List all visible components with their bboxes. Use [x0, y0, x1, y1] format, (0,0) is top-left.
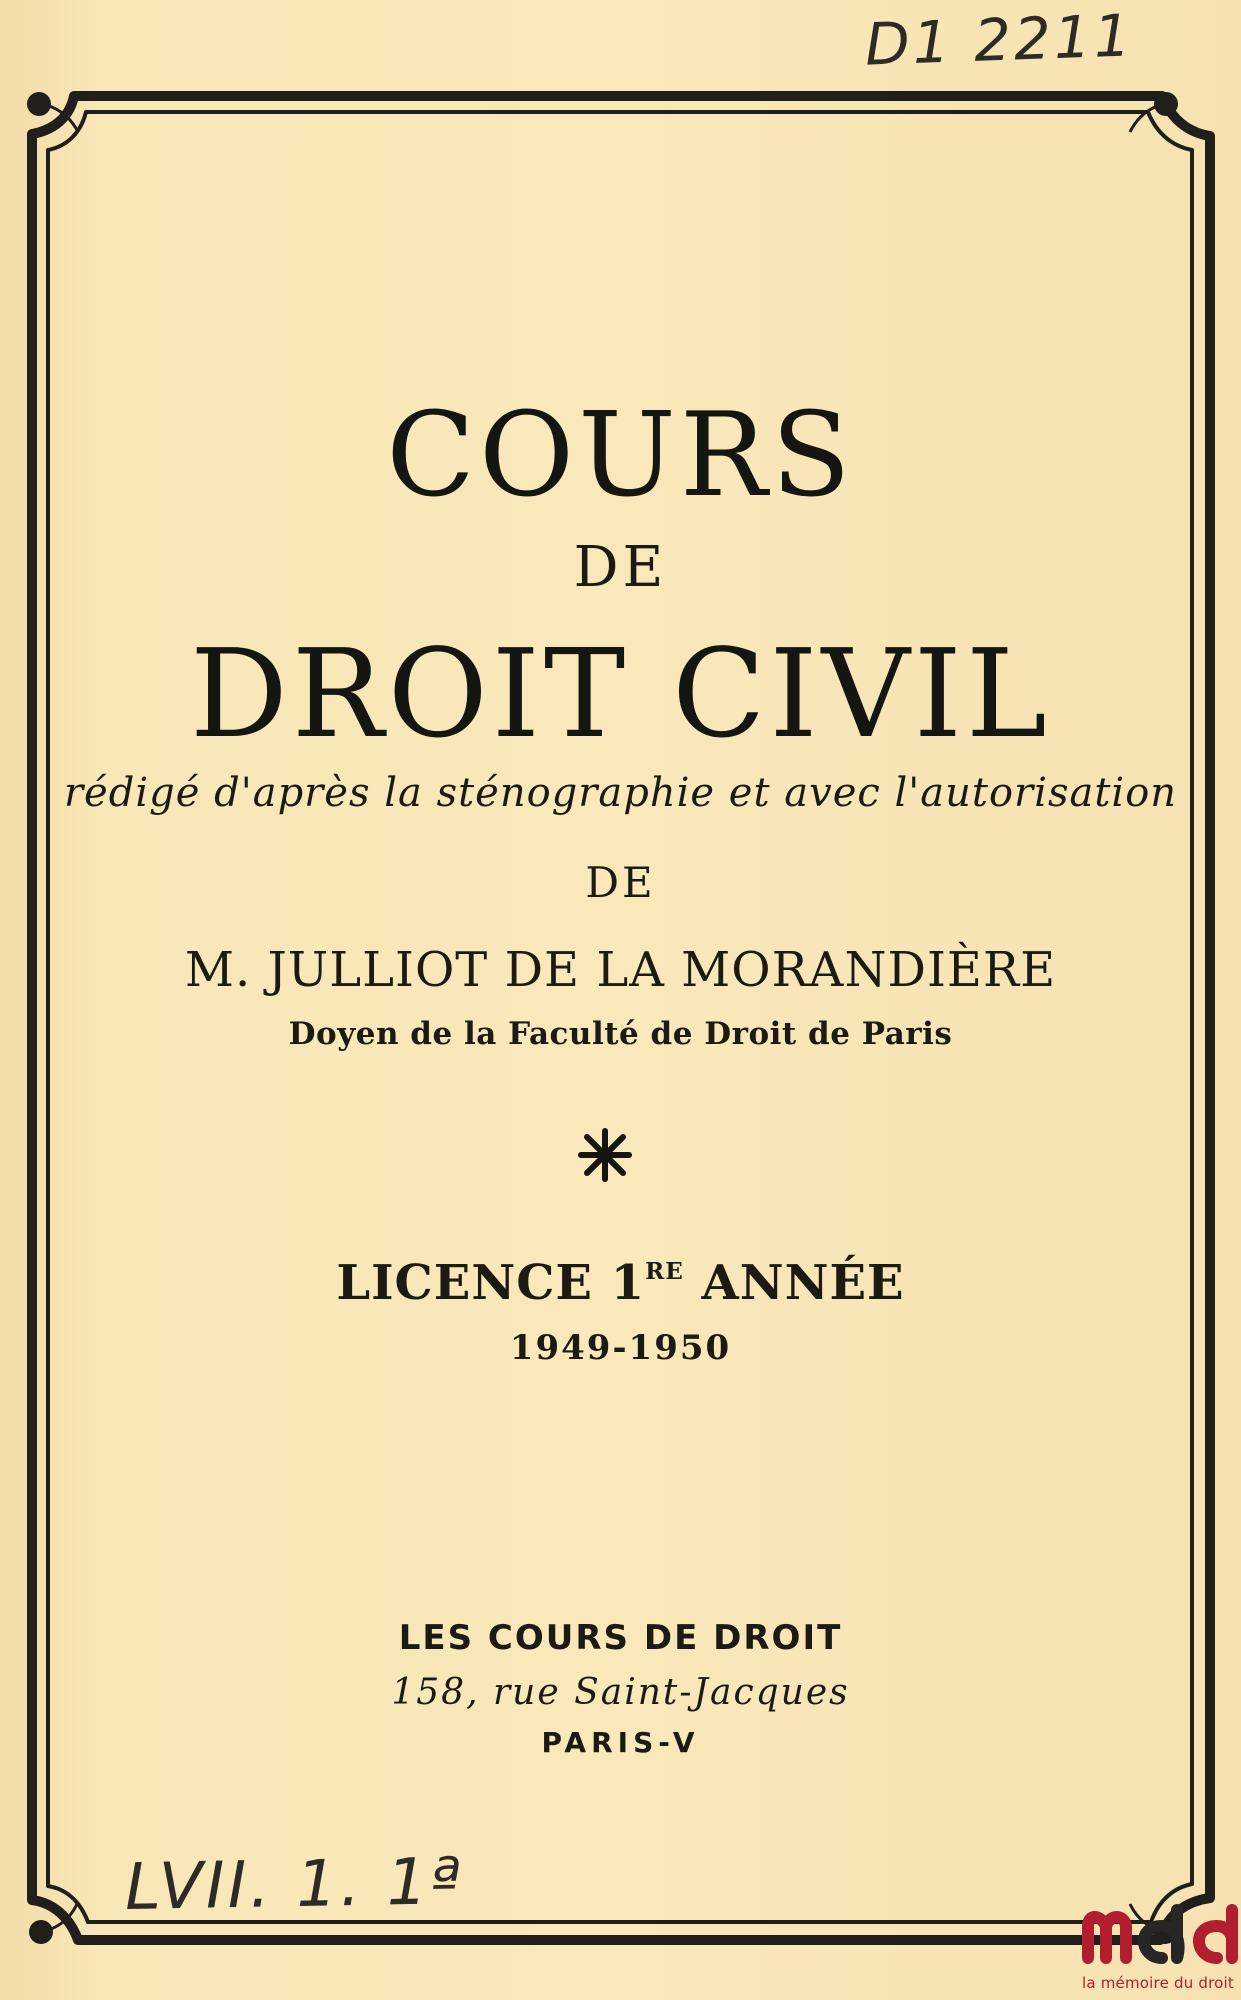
author-name: M. JULLIOT DE LA MORANDIÈRE — [184, 942, 1057, 998]
publisher-city: PARIS-V — [541, 1726, 700, 1759]
course-level — [0, 1255, 1241, 1311]
author-role: Doyen de la Faculté de Droit de Paris — [288, 1016, 953, 1052]
handwritten-call-number: D1 2211 — [863, 1, 1135, 79]
publisher-address: 158, rue Saint-Jacques — [391, 1672, 850, 1713]
handwritten-shelf-mark: LVII. 1. 1ª — [124, 1845, 465, 1925]
document-title: COURS — [386, 388, 855, 523]
course-level-prefix: LICENCE 1 — [336, 1255, 646, 1311]
course-level-superscript: RE — [645, 1258, 684, 1285]
mdd-logo-icon — [1078, 1892, 1238, 1976]
author-connector: DE — [585, 858, 656, 907]
title-connector: DE — [573, 535, 668, 600]
academic-year: 1949-1950 — [509, 1328, 732, 1368]
star-icon — [578, 1128, 632, 1182]
logo-caption: la mémoire du droit — [1082, 1974, 1234, 1992]
document-subject: DROIT CIVIL — [190, 623, 1051, 765]
publisher-name: LES COURS DE DROIT — [398, 1618, 843, 1658]
memoire-du-droit-logo — [1078, 1892, 1238, 1996]
document-description: rédigé d'après la sténographie et avec l'autorisation — [63, 770, 1178, 816]
course-level-suffix: ANNÉE — [683, 1255, 905, 1311]
